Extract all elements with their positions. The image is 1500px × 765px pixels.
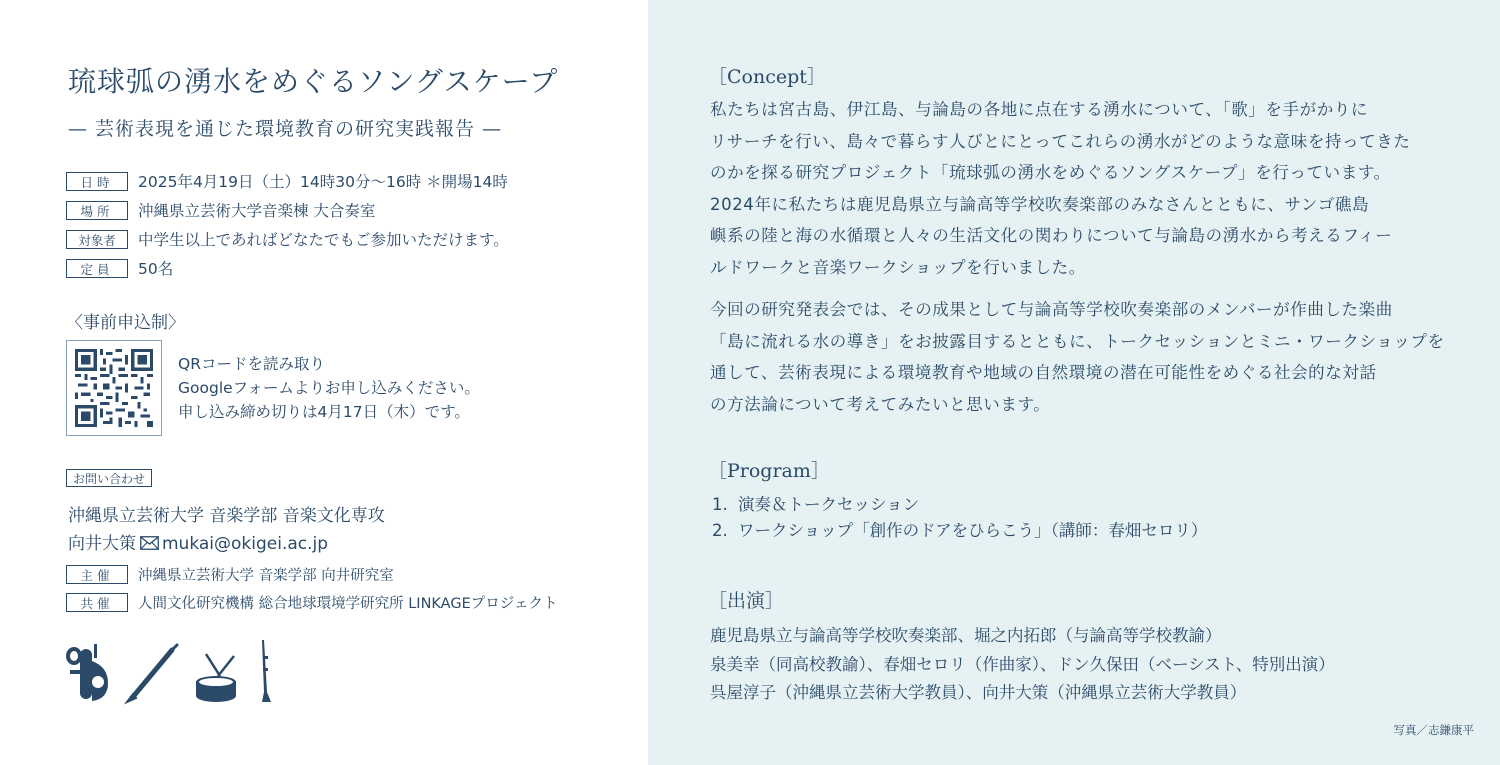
program-heading: ［Program］ <box>708 460 830 482</box>
concept-line: 嶼系の陸と海の水循環と人々の生活文化の関わりについて与論島の湧水から考えるフィー <box>710 226 1393 245</box>
concept-line: 2024年に私たちは鹿児島県立与論高等学校吹奏楽部のみなさんとともに、サンゴ礁島 <box>710 194 1370 214</box>
concept-heading: ［Concept］ <box>708 66 826 88</box>
soprano-sax-icon <box>262 640 271 702</box>
page-title: 琉球弧の湧水をめぐるソングスケープ <box>68 65 559 98</box>
concept-line: のかを探る研究プロジェクト「琉球弧の湧水をめぐるソングスケープ」を行っています。 <box>710 163 1391 182</box>
info-row-capacity <box>66 257 173 279</box>
page-subtitle: — 芸術表現を通じた環境教育の研究実践報告 — <box>68 118 503 140</box>
program-item-number: 1. <box>712 495 728 514</box>
info-row-datetime <box>66 170 508 192</box>
info-value: 2025年4月19日（土）14時30分〜16時 ＊開場14時 <box>138 173 508 191</box>
organizer-value: 人間文化研究機構 総合地球環境学研究所 LINKAGEプロジェクト <box>138 596 558 612</box>
inquiry-email-link[interactable]: mukai@okigei.ac.jp <box>162 534 329 554</box>
concept-paragraph-2 <box>710 294 1445 420</box>
qr-code-icon <box>75 349 153 427</box>
info-row-venue <box>66 199 375 221</box>
program-item <box>712 492 1207 518</box>
organizer-value: 沖縄県立芸術大学 音楽学部 向井研究室 <box>138 568 394 584</box>
inquiry-person: 向井大策 <box>68 534 136 554</box>
concept-paragraph-1 <box>710 94 1438 283</box>
left-panel <box>0 0 648 765</box>
inquiry-org: 沖縄県立芸術大学 音楽学部 音楽文化専攻 <box>68 506 385 526</box>
registration-line: Googleフォームよりお申し込みください。 <box>178 379 480 397</box>
performer-line: 泉美幸（同高校教諭）、春畑セロリ（作曲家）、ドン久保田（ベーシスト、特別出演） <box>710 654 1335 674</box>
organizer-label: 主催 <box>66 565 128 584</box>
info-label: 対象者 <box>66 230 128 249</box>
concept-line: 今回の研究発表会では、その成果として与論高等学校吹奏楽部のメンバーが作曲した楽曲 <box>710 300 1393 319</box>
co-organizer-row <box>66 592 557 613</box>
info-label: 場所 <box>66 201 128 220</box>
inquiry-label: お問い合わせ <box>66 469 152 487</box>
program-item-number: 2. <box>712 521 728 540</box>
instrument-illustrations <box>64 636 294 708</box>
snare-drum-icon <box>196 654 236 702</box>
concept-line: の方法論について考えてみたいと思います。 <box>710 394 1051 414</box>
photo-credit: 写真／志鎌康平 <box>1393 723 1474 737</box>
concept-line: 通して、芸術表現による環境教育や地域の自然環境の潜在可能性をめぐる社会的な対話 <box>710 363 1377 382</box>
registration-title: 〈事前申込制〉 <box>66 313 185 333</box>
registration-line: 申し込み締め切りは4月17日（木）です。 <box>178 403 470 421</box>
info-label: 定員 <box>66 259 128 278</box>
program-item-text: ワークショップ「創作のドアをひらこう」（講師：春畑セロリ） <box>738 521 1208 540</box>
organizer-row <box>66 564 394 585</box>
info-row-audience <box>66 228 509 250</box>
clarinet-icon <box>127 645 177 702</box>
inquiry-contact <box>68 529 328 554</box>
registration-line: QRコードを読み取り <box>178 355 325 373</box>
right-panel <box>648 0 1500 765</box>
info-value: 沖縄県立芸術大学音楽棟 大合奏室 <box>138 202 376 220</box>
program-list <box>712 492 1207 544</box>
performers-heading: ［出演］ <box>708 590 785 612</box>
concept-line: 私たちは宮古島、伊江島、与論島の各地に点在する湧水について、「歌」を手がかりに <box>710 100 1368 119</box>
program-item <box>712 518 1207 544</box>
mail-icon <box>140 536 159 550</box>
performer-line: 呉屋淳子（沖縄県立芸術大学教員）、向井大策（沖縄県立芸術大学教員） <box>710 683 1247 702</box>
euphonium-icon <box>66 644 108 701</box>
performer-line: 鹿児島県立与論高等学校吹奏楽部、堀之内拓郎（与論高等学校教諭） <box>710 626 1222 645</box>
concept-line: ルドワークと音楽ワークショップを行いました。 <box>710 257 1086 277</box>
performers-list <box>710 622 1335 708</box>
concept-line: 「島に流れる水の導き」をお披露目するとともに、トークセッションとミニ・ワークショップを <box>710 331 1445 351</box>
organizer-label: 共催 <box>66 593 128 612</box>
info-value: 中学生以上であればどなたでもご参加いただけます。 <box>138 231 509 249</box>
concept-line: リサーチを行い、島々で暮らす人びとにとってこれらの湧水がどのような意味を持ってきた <box>710 131 1411 151</box>
program-item-text: 演奏＆トークセッション <box>738 495 920 514</box>
qr-code[interactable] <box>66 340 162 436</box>
info-value: 50名 <box>138 260 174 278</box>
registration-text <box>178 352 480 424</box>
info-label: 日時 <box>66 172 128 191</box>
